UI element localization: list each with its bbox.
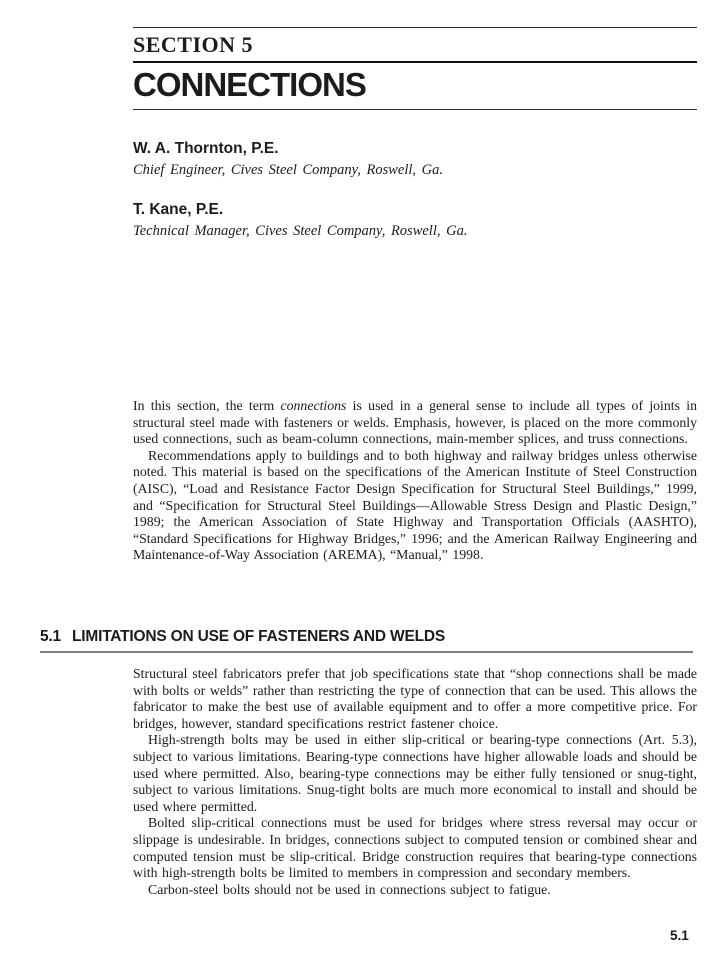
section-5-1-rule: [40, 651, 693, 653]
authors-block: [133, 140, 697, 240]
paragraph: Structural steel fabricators prefer that job specifications state that “shop connections shall be made with bolts or welds” rather than restricting the type of connection that can be used. This allows the fabricator to make the best use of available equipment and to offer a more competitive price. For bridges, however, standard specifications restrict fastener choice.: [133, 666, 697, 731]
author-name: W. A. Thornton, P.E.: [133, 140, 279, 157]
author-affiliation: Technical Manager, Cives Steel Company, Roswell, Ga.: [133, 222, 468, 239]
page-number: 5.1: [670, 928, 689, 943]
paragraph-text: is used in a general sense to include all types of joints in structural steel made with fasteners or welds. Emphasis, however, is placed on the more commonly used connections, such as beam-column connections, main-member splices, and truss connections.: [133, 398, 698, 447]
paragraph-text: In this section, the term: [133, 398, 281, 413]
section-5-1-text: [133, 666, 697, 898]
chapter-header: [133, 27, 697, 110]
paragraph: Recommendations apply to buildings and to both highway and railway bridges unless otherwise noted. This material is based on the specifications of the American Institute of Steel Construction (AISC), “Load and Resistance Factor Design Specification for Structural Steel Buildings,” 1999, and “Specification for Structural Steel Buildings—Allowable Stress Design and Plastic Design,” 1989; the American Association of State Highway and Transportation Officials (AASHTO), “Standard Specifications for Highway Bridges,” 1996; and the American Railway Engineering and Maintenance-of-Way Association (AREMA), “Manual,” 1998.: [133, 447, 697, 563]
author-entry: [133, 201, 697, 240]
section-label: SECTION 5: [133, 32, 254, 57]
section-heading-title: LIMITATIONS ON USE OF FASTENERS AND WELDS: [72, 628, 445, 645]
header-bottom-rule: [133, 109, 697, 110]
paragraph: Bolted slip-critical connections must be used for bridges where stress reversal may occur or slippage is undesirable. In bridges, connections subject to computed tension or combined shear and computed tension must be slip-critical. Bridge construction requires that bearing-type connections with high-strength bolts be limited to members in compression and secondary members.: [133, 815, 697, 881]
author-entry: [133, 140, 697, 179]
italic-term: connections: [280, 398, 347, 413]
paragraph: [133, 398, 697, 448]
intro-text: [133, 398, 697, 564]
section-5-1-heading: [40, 628, 693, 646]
author-affiliation: Chief Engineer, Cives Steel Company, Roswell, Ga.: [133, 161, 444, 178]
author-name: T. Kane, P.E.: [133, 200, 224, 218]
paragraph: Carbon-steel bolts should not be used in connections subject to fatigue.: [148, 881, 551, 897]
section-number: 5.1: [40, 628, 61, 645]
paragraph: High-strength bolts may be used in either slip-critical or bearing-type connections (Art. 5.3), subject to various limitations. Bearing-type connections have higher allowable loads and should be used where permitted. Also, bearing-type connections may be either fully tensioned or snug-tight, subject to various limitations. Snug-tight bolts are much more economical to install and should be used where permitted.: [133, 732, 697, 814]
section-title: CONNECTIONS: [133, 66, 366, 103]
